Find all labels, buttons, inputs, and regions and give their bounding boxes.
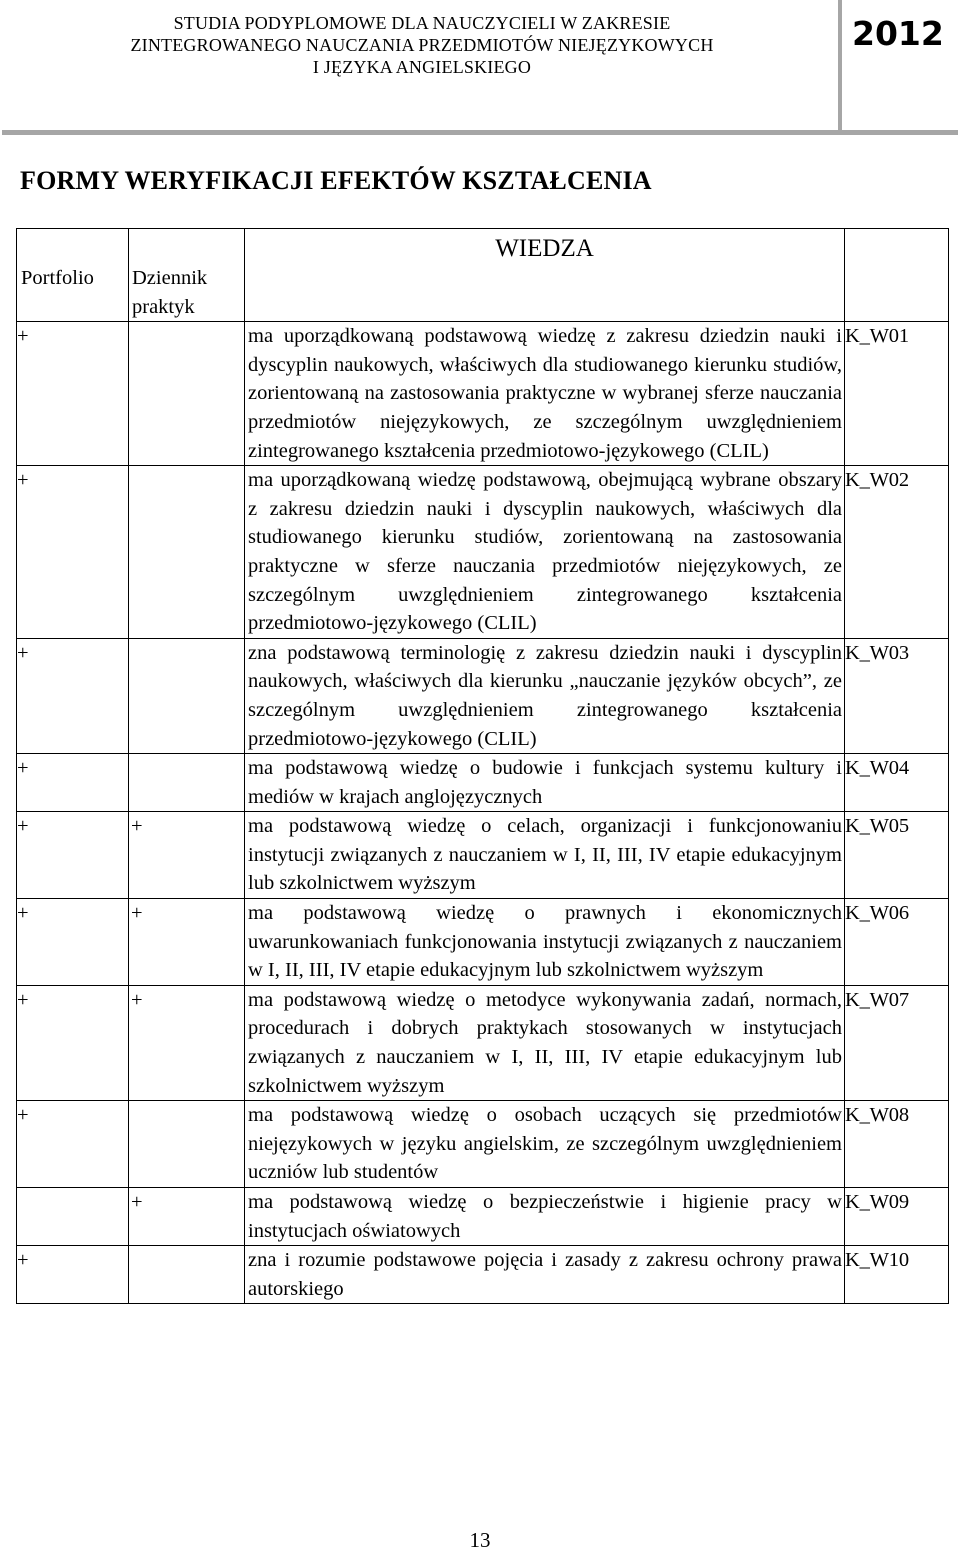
dziennik-mark bbox=[129, 754, 245, 812]
outcome-code: K_W06 bbox=[845, 899, 949, 986]
dziennik-mark bbox=[129, 638, 245, 753]
table-row bbox=[17, 466, 949, 639]
dziennik-mark bbox=[129, 1101, 245, 1188]
outcome-code: K_W10 bbox=[845, 1246, 949, 1304]
dziennik-mark: + bbox=[129, 899, 245, 986]
table-row bbox=[17, 1246, 949, 1304]
header-portfolio bbox=[17, 229, 129, 322]
portfolio-mark bbox=[17, 1188, 129, 1246]
header-line-3: I JĘZYKA ANGIELSKIEGO bbox=[312, 57, 532, 77]
outcome-code: K_W07 bbox=[845, 985, 949, 1100]
dziennik-mark bbox=[129, 322, 245, 466]
portfolio-mark: + bbox=[17, 638, 129, 753]
header-divider-horizontal bbox=[2, 130, 958, 135]
header-dziennik-label-2: praktyk bbox=[132, 295, 195, 318]
header-program-name bbox=[12, 12, 832, 78]
dziennik-mark bbox=[129, 1246, 245, 1304]
portfolio-mark: + bbox=[17, 812, 129, 899]
dziennik-mark bbox=[129, 466, 245, 639]
dziennik-mark: + bbox=[129, 1188, 245, 1246]
outcome-code: K_W05 bbox=[845, 812, 949, 899]
portfolio-mark: + bbox=[17, 985, 129, 1100]
page-number: 13 bbox=[469, 1528, 491, 1552]
table-body bbox=[17, 322, 949, 1304]
outcome-description: ma podstawową wiedzę o budowie i funkcjach systemu kultury i mediów w krajach anglojęzycznych bbox=[245, 754, 845, 812]
header-dziennik bbox=[129, 229, 245, 322]
portfolio-mark: + bbox=[17, 754, 129, 812]
section-heading-wiedza: WIEDZA bbox=[245, 229, 845, 322]
outcome-description: ma podstawową wiedzę o osobach uczących się przedmiotów niejęzykowych w języku angielskim, ze szczególnym uwzględnieniem uczniów lub studentów bbox=[245, 1101, 845, 1188]
page-header bbox=[0, 0, 960, 136]
outcome-description: ma podstawową wiedzę o bezpieczeństwie i higienie pracy w instytucjach oświatowych bbox=[245, 1188, 845, 1246]
learning-outcomes-table bbox=[16, 228, 949, 1304]
outcome-description: ma podstawową wiedzę o prawnych i ekonomicznych uwarunkowaniach funkcjonowania instytucji związanych z nauczaniem w I, II, III, IV etapie edukacyjnym lub szkolnictwem wyższym bbox=[245, 899, 845, 986]
header-line-2: ZINTEGROWANEGO NAUCZANIA PRZEDMIOTÓW NIEJĘZYKOWYCH bbox=[130, 35, 714, 55]
outcome-code: K_W03 bbox=[845, 638, 949, 753]
outcome-code: K_W02 bbox=[845, 466, 949, 639]
portfolio-mark: + bbox=[17, 899, 129, 986]
outcome-description: ma uporządkowaną podstawową wiedzę z zakresu dziedzin nauki i dyscyplin naukowych, właściwych dla studiowanego kierunku studiów, zorientowaną na zastosowania praktyczne w wybranej sferze nauczania przedmiotów niejęzykowych, ze szczególnym uwzględnieniem zintegrowanego kształcenia przedmiotowo-językowego (CLIL) bbox=[245, 322, 845, 466]
table-row bbox=[17, 1101, 949, 1188]
table-row bbox=[17, 322, 949, 466]
portfolio-mark: + bbox=[17, 466, 129, 639]
dziennik-mark: + bbox=[129, 985, 245, 1100]
table-row bbox=[17, 754, 949, 812]
header-year: 2012 bbox=[852, 14, 944, 53]
table-row bbox=[17, 1188, 949, 1246]
table-row bbox=[17, 985, 949, 1100]
table-row bbox=[17, 638, 949, 753]
outcome-code: K_W09 bbox=[845, 1188, 949, 1246]
header-dziennik-label-1: Dziennik bbox=[132, 267, 208, 289]
outcome-code: K_W08 bbox=[845, 1101, 949, 1188]
outcome-description: zna podstawową terminologię z zakresu dziedzin nauki i dyscyplin naukowych, właściwych dla kierunku „nauczanie języków obcych”, ze szczególnym uwzględnieniem zintegrowanego kształcenia przedmiotowo-językowego (CLIL) bbox=[245, 638, 845, 753]
portfolio-mark: + bbox=[17, 1246, 129, 1304]
outcome-description: zna i rozumie podstawowe pojęcia i zasady z zakresu ochrony prawa autorskiego bbox=[245, 1246, 845, 1304]
outcome-code: K_W01 bbox=[845, 322, 949, 466]
header-line-1: STUDIA PODYPLOMOWE DLA NAUCZYCIELI W ZAKRESIE bbox=[173, 13, 671, 33]
table-header-row bbox=[17, 229, 949, 322]
table-row bbox=[17, 899, 949, 986]
portfolio-mark: + bbox=[17, 322, 129, 466]
header-blank-cell bbox=[845, 229, 949, 322]
outcome-code: K_W04 bbox=[845, 754, 949, 812]
outcome-description: ma uporządkowaną wiedzę podstawową, obejmującą wybrane obszary z zakresu dziedzin nauki i dyscyplin naukowych, właściwych dla studiowanego kierunku studiów, zorientowaną na zastosowania praktyczne w sferze nauczania przedmiotów niejęzykowych, ze szczególnym uwzględnieniem zintegrowanego kształcenia przedmiotowo-językowego (CLIL) bbox=[245, 466, 845, 639]
page-title: FORMY WERYFIKACJI EFEKTÓW KSZTAŁCENIA bbox=[20, 166, 652, 195]
header-divider-vertical bbox=[838, 0, 842, 134]
outcome-description: ma podstawową wiedzę o celach, organizacji i funkcjonowaniu instytucji związanych z nauczaniem w I, II, III, IV etapie edukacyjnym lub szkolnictwem wyższym bbox=[245, 812, 845, 899]
table-row bbox=[17, 812, 949, 899]
header-portfolio-label: Portfolio bbox=[21, 267, 94, 289]
outcome-description: ma podstawową wiedzę o metodyce wykonywania zadań, normach, procedurach i dobrych praktykach stosowanych w instytucjach związanych z nauczaniem w I, II, III, IV etapie edukacyjnym lub szkolnictwem wyższym bbox=[245, 985, 845, 1100]
portfolio-mark: + bbox=[17, 1101, 129, 1188]
dziennik-mark: + bbox=[129, 812, 245, 899]
